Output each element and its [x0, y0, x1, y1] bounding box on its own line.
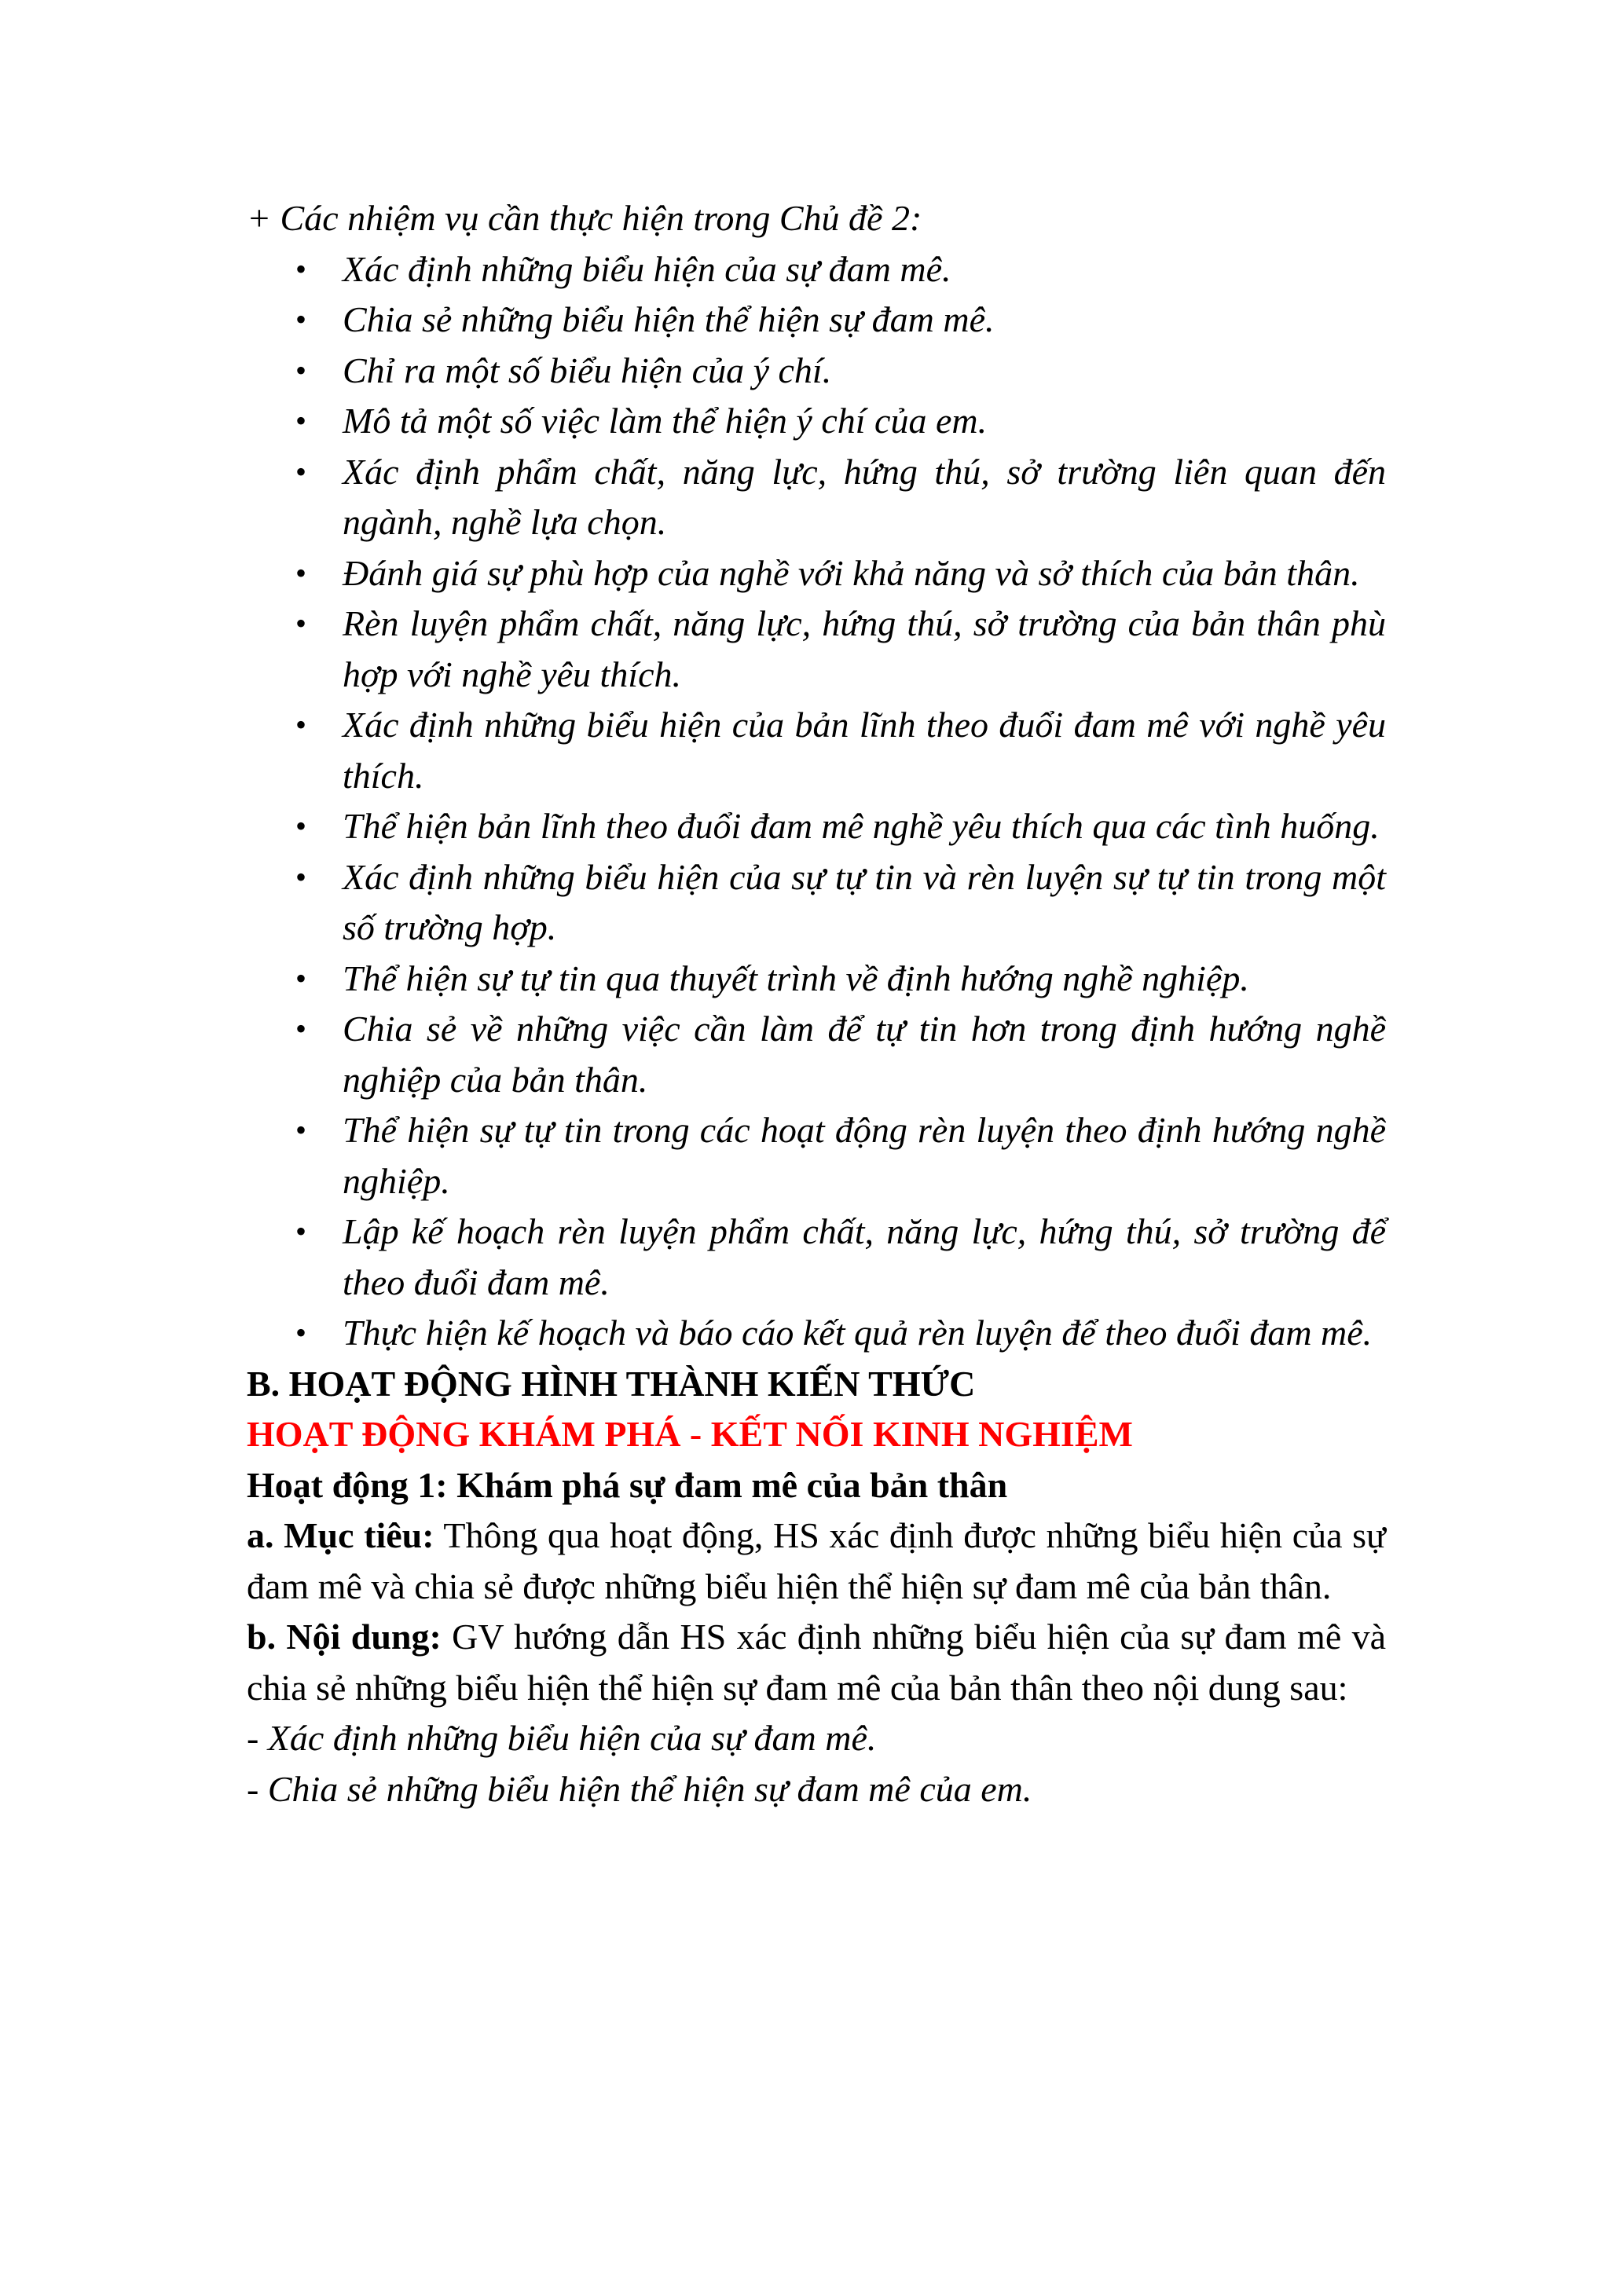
explore-heading: HOẠT ĐỘNG KHÁM PHÁ - KẾT NỐI KINH NGHIỆM [247, 1414, 1133, 1454]
objective-text: Thông qua hoạt động, HS xác định được những biểu hiện của sự đam mê và chia sẻ được những biểu hiện thể hiện sự đam mê của bản thân. [247, 1515, 1386, 1606]
bullet-icon: • [295, 403, 307, 438]
task-text: Mô tả một số việc làm thể hiện ý chí của em. [343, 401, 988, 441]
task-text: Thể hiện bản lĩnh theo đuổi đam mê nghề yêu thích qua các tình huống. [343, 806, 1380, 846]
list-item [295, 295, 1386, 346]
task-text: Xác định phẩm chất, năng lực, hứng thú, sở trường liên quan đến ngành, nghề lựa chọn. [343, 451, 1386, 542]
bullet-icon: • [295, 808, 307, 844]
objective-paragraph [247, 1511, 1386, 1612]
list-item [295, 447, 1386, 548]
bullet-icon: • [295, 555, 307, 591]
list-item [295, 1105, 1386, 1207]
list-item [295, 548, 1386, 599]
list-item [295, 346, 1386, 397]
list-item [295, 1207, 1386, 1308]
task-text: Thể hiện sự tự tin qua thuyết trình về định hướng nghề nghiệp. [343, 958, 1249, 998]
task-text: Rèn luyện phẩm chất, năng lực, hứng thú, sở trường của bản thân phù hợp với nghề yêu thích. [343, 603, 1386, 694]
list-item [295, 700, 1386, 801]
bullet-icon: • [295, 352, 307, 388]
list-item [295, 1308, 1386, 1359]
bullet-icon: • [295, 453, 307, 489]
activity-title: Hoạt động 1: Khám phá sự đam mê của bản thân [247, 1464, 1008, 1505]
content-paragraph [247, 1612, 1386, 1713]
section-b-heading: B. HOẠT ĐỘNG HÌNH THÀNH KIẾN THỨC [247, 1363, 976, 1404]
task-text: Chia sẻ về những việc cần làm để tự tin hơn trong định hướng nghề nghiệp của bản thân. [343, 1009, 1386, 1100]
dash-item: - Chia sẻ những biểu hiện thể hiện sự đam mê của em. [247, 1768, 1032, 1809]
task-text: Xác định những biểu hiện của bản lĩnh theo đuổi đam mê với nghề yêu thích. [343, 705, 1386, 796]
list-item [295, 599, 1386, 700]
objective-label: a. Mục tiêu: [247, 1515, 434, 1555]
task-text: Lập kế hoạch rèn luyện phẩm chất, năng lực, hứng thú, sở trường để theo đuổi đam mê. [343, 1211, 1386, 1302]
bullet-icon: • [295, 960, 307, 996]
task-list [247, 244, 1386, 1359]
task-text: Thực hiện kế hoạch và báo cáo kết quả rèn luyện để theo đuổi đam mê. [343, 1313, 1373, 1353]
list-item [295, 244, 1386, 295]
list-item [295, 1004, 1386, 1105]
list-item [295, 396, 1386, 447]
task-text: Đánh giá sự phù hợp của nghề với khả năng và sở thích của bản thân. [343, 552, 1360, 593]
list-item [295, 852, 1386, 954]
list-item [295, 954, 1386, 1005]
list-item [295, 801, 1386, 852]
task-text: Xác định những biểu hiện của sự đam mê. [343, 248, 951, 289]
bullet-icon: • [295, 859, 307, 895]
bullet-icon: • [295, 707, 307, 742]
dash-item: - Xác định những biểu hiện của sự đam mê. [247, 1718, 877, 1758]
bullet-icon: • [295, 1315, 307, 1350]
bullet-icon: • [295, 251, 307, 287]
bullet-icon: • [295, 302, 307, 337]
content-label: b. Nội dung: [247, 1617, 442, 1657]
content-text: GV hướng dẫn HS xác định những biểu hiện của sự đam mê và chia sẻ những biểu hiện thể hiện sự đam mê của bản thân theo nội dung sau: [247, 1617, 1386, 1708]
task-text: Thể hiện sự tự tin trong các hoạt động rèn luyện theo định hướng nghề nghiệp. [343, 1110, 1386, 1201]
bullet-icon: • [295, 1112, 307, 1148]
task-text: Chia sẻ những biểu hiện thể hiện sự đam mê. [343, 299, 995, 339]
bullet-icon: • [295, 1011, 307, 1046]
tasks-intro: + Các nhiệm vụ cần thực hiện trong Chủ đề 2: [247, 198, 922, 238]
bullet-icon: • [295, 606, 307, 641]
task-text: Chỉ ra một số biểu hiện của ý chí. [343, 350, 832, 390]
bullet-icon: • [295, 1214, 307, 1249]
task-text: Xác định những biểu hiện của sự tự tin và rèn luyện sự tự tin trong một số trường hợp. [343, 856, 1386, 947]
